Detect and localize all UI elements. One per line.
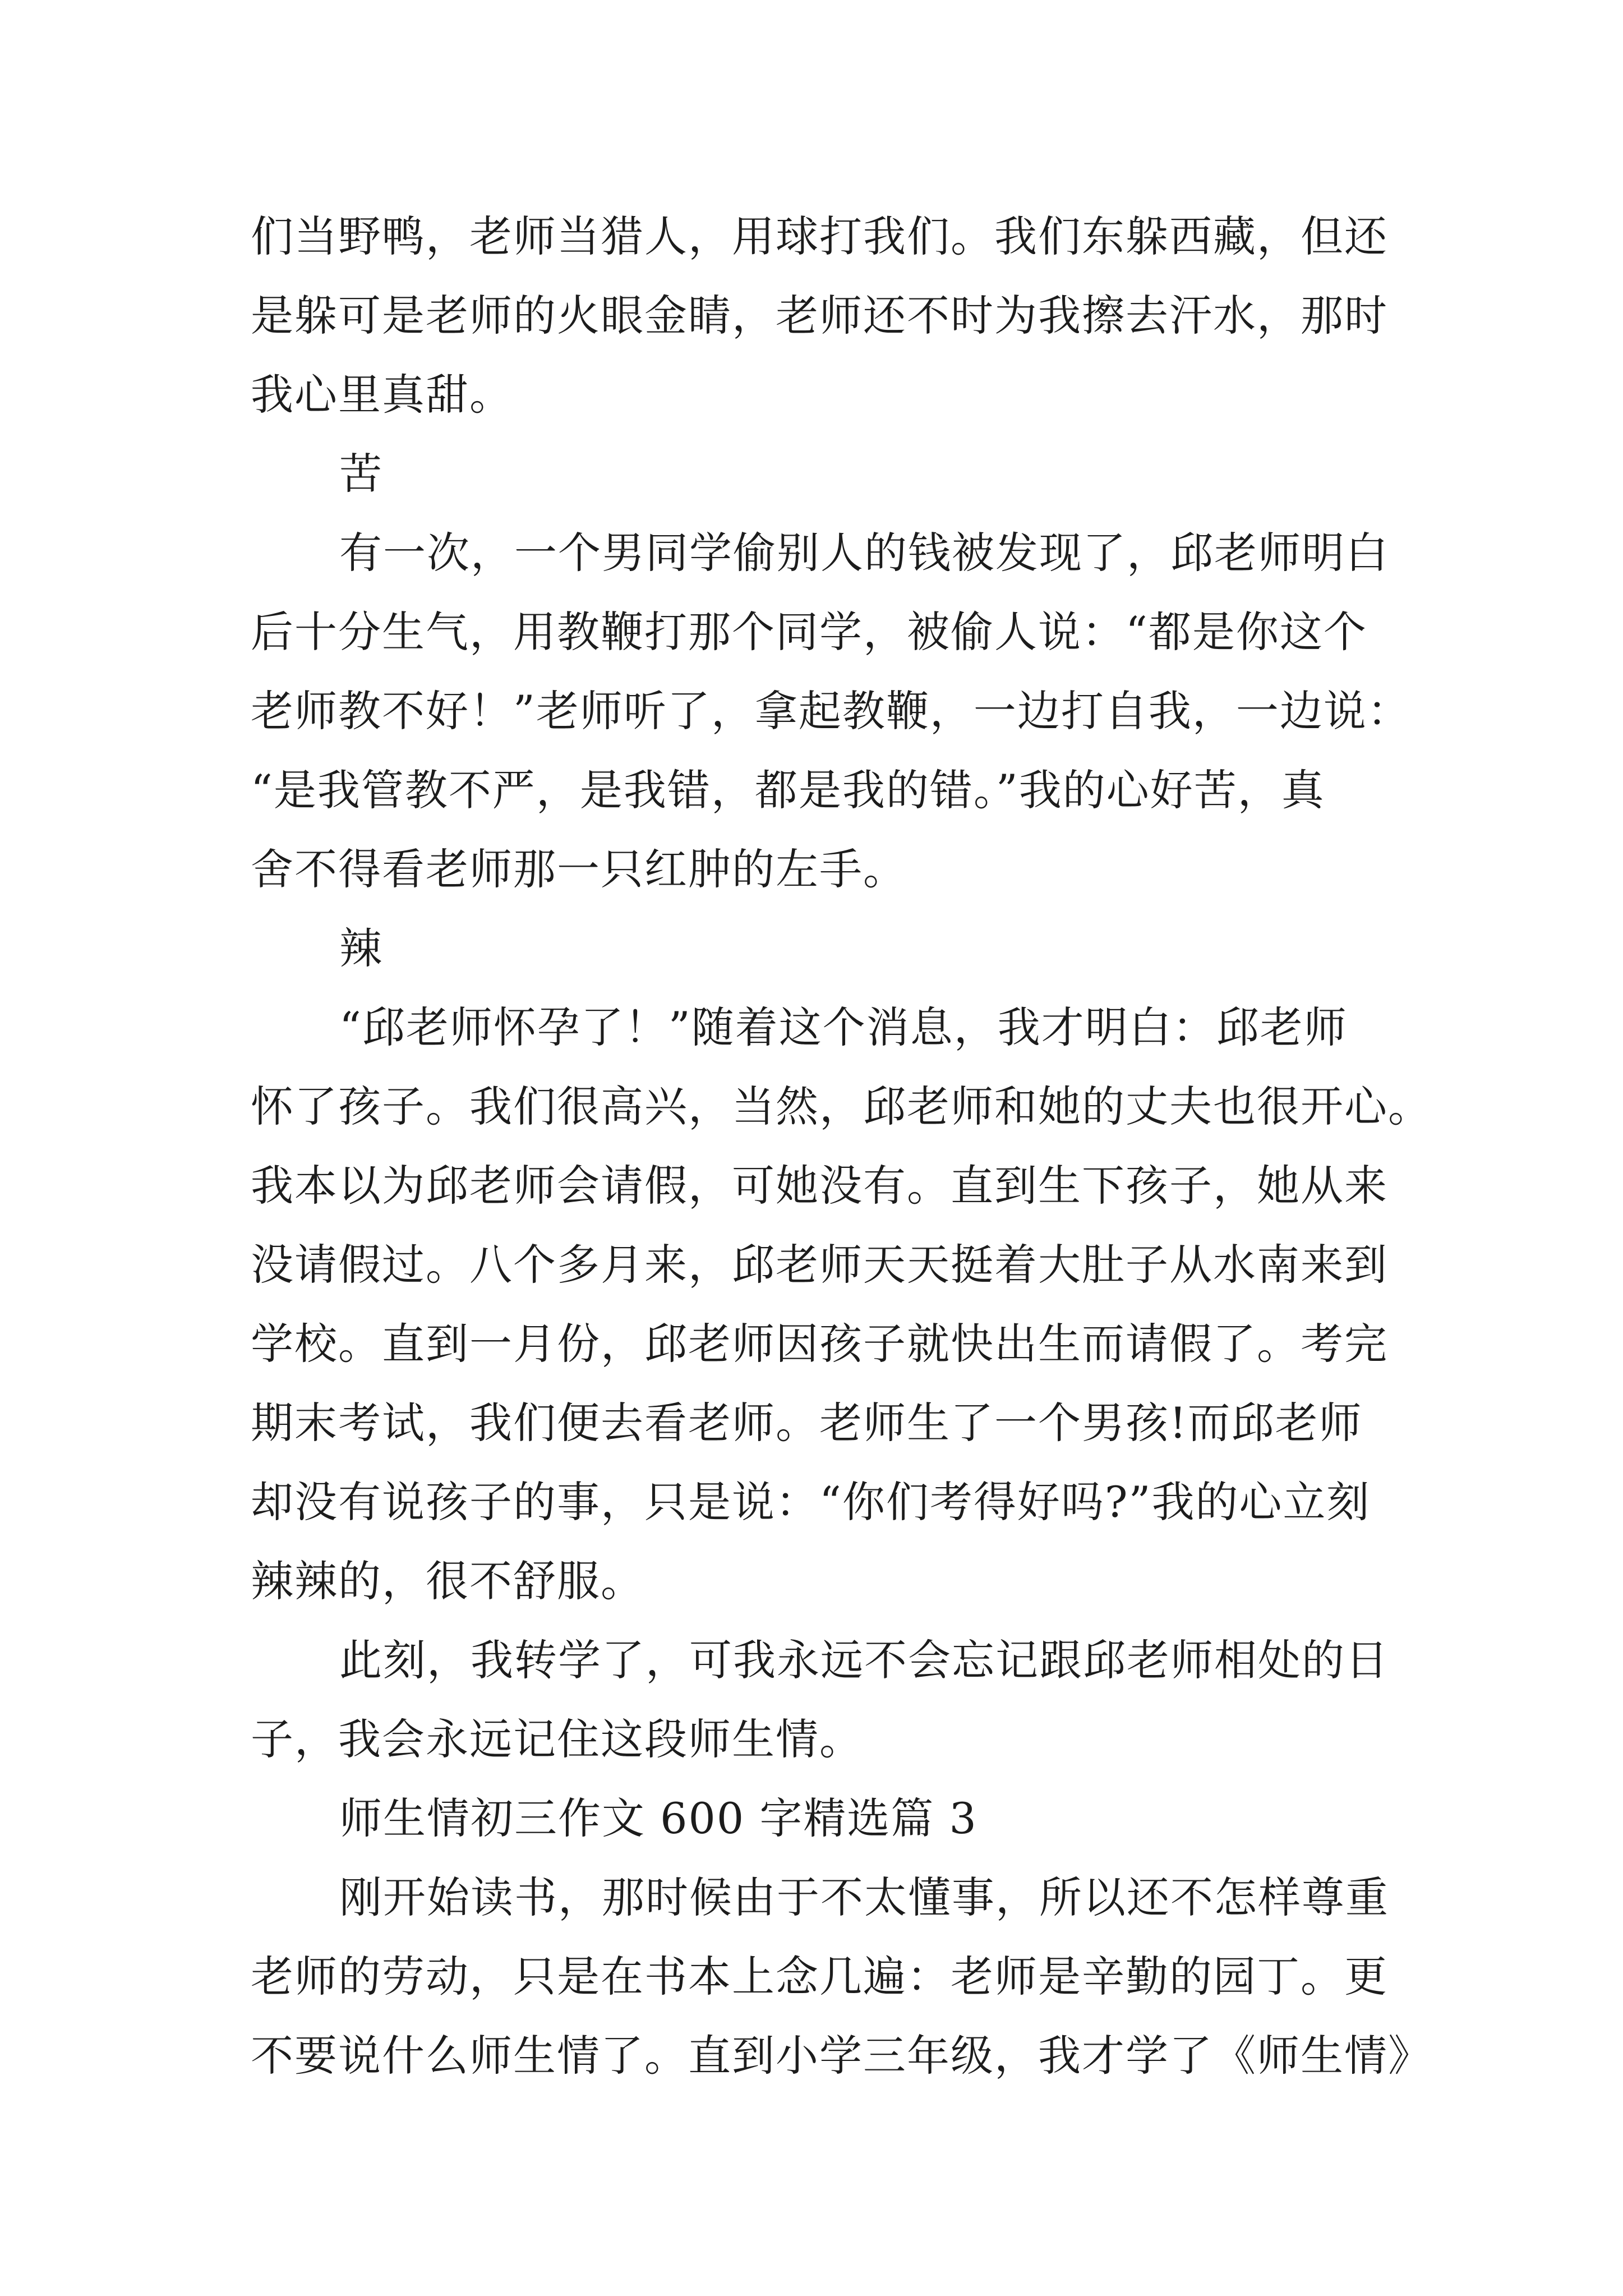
text-line: 学校。直到一月份，邱老师因孩子就快出生而请假了。考完 [251,1319,1388,1369]
article-title: 师生情初三作文 600 字精选篇 3 [339,1793,978,1843]
text-line: “邱老师怀孕了！”随着这个消息，我才明白：邱老师 [339,1002,1348,1052]
text-line: 怀了孩子。我们很高兴，当然，邱老师和她的丈夫也很开心。 [251,1082,1432,1131]
section-heading-bitter: 苦 [339,449,383,499]
text-line: 我心里真甜。 [251,370,513,420]
text-line: 没请假过。八个多月来，邱老师天天挺着大肚子从水南来到 [251,1240,1388,1290]
document-body [251,197,1484,2095]
text-line: 辣辣的，很不舒服。 [251,1556,644,1606]
text-line: 后十分生气，用教鞭打那个同学，被偷人说：“都是你这个 [251,607,1367,657]
text-line: 有一次，一个男同学偷别人的钱被发现了，邱老师明白 [339,528,1389,578]
text-line: 老师教不好！”老师听了，拿起教鞭，一边打自我，一边说： [251,686,1411,736]
text-line: 刚开始读书，那时候由于不太懂事，所以还不怎样尊重 [339,1872,1389,1922]
text-line: 舍不得看老师那一只红肿的左手。 [251,844,907,894]
text-line: 们当野鸭，老师当猎人，用球打我们。我们东躲西藏，但还 [251,211,1388,261]
text-line: 子，我会永远记住这段师生情。 [251,1714,863,1764]
text-line: 老师的劳动，只是在书本上念几遍：老师是辛勤的园丁。更 [251,1952,1388,2001]
text-line: 却没有说孩子的事，只是说：“你们考得好吗?”我的心立刻 [251,1477,1371,1527]
text-line: 期末考试，我们便去看老师。老师生了一个男孩!而邱老师 [251,1398,1363,1448]
text-line: 不要说什么师生情了。直到小学三年级，我才学了《师生情》 [251,2031,1432,2081]
section-heading-spicy: 辣 [339,923,383,973]
text-line: 此刻，我转学了，可我永远不会忘记跟邱老师相处的日 [339,1635,1389,1685]
text-line: 是躲可是老师的火眼金睛，老师还不时为我擦去汗水，那时 [251,291,1388,341]
text-line: 我本以为邱老师会请假，可她没有。直到生下孩子，她从来 [251,1161,1388,1211]
text-line: “是我管教不严，是我错，都是我的错。”我的心好苦，真 [251,765,1325,815]
